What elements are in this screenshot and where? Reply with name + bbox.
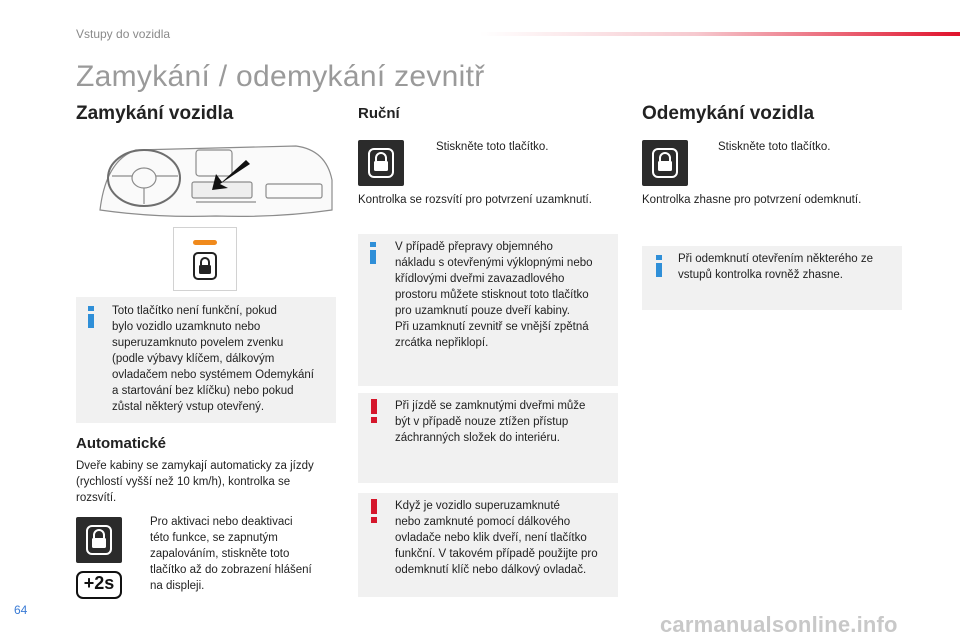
instruction-line: na displeji. — [150, 580, 205, 592]
automatic-line: rozsvítí. — [76, 492, 117, 504]
section-label: Vstupy do vozidla — [76, 27, 171, 41]
watermark: carmanualsonline.info — [660, 612, 898, 637]
locking-heading: Zamykání vozidla — [76, 103, 234, 124]
warning-line: Při jízdě se zamknutými dveřmi může — [395, 400, 586, 412]
caption-text: Kontrolka se rozsvítí pro potvrzení uzamknutí. — [358, 194, 592, 206]
info-line: prostoru můžete stisknout toto tlačítko — [395, 289, 589, 301]
badge-label: +2s — [83, 573, 115, 593]
warning-icon — [370, 499, 378, 528]
indicator-light — [193, 240, 217, 245]
warning-line: ovladače nebo klik dveří, není tlačítko — [395, 532, 587, 544]
lock-icon — [76, 517, 122, 563]
lock-icon — [193, 252, 217, 280]
warning-box-superlock — [358, 493, 618, 597]
info-line: Při odemknutí otevřením některého ze — [678, 253, 873, 265]
lock-button-tile — [642, 140, 688, 186]
info-box-unlocking — [642, 246, 902, 310]
lock-button-tile — [76, 517, 122, 563]
info-line: a startování bez klíčku) nebo pokud — [112, 385, 294, 397]
info-line: Při uzamknutí zevnitř se vnější zpětná — [395, 321, 589, 333]
lock-button-tile — [358, 140, 404, 186]
instruction-line: zapalováním, stiskněte toto — [150, 548, 290, 560]
warning-box-emergency — [358, 393, 618, 483]
warning-line: Když je vozidlo superuzamknuté — [395, 500, 560, 512]
info-line: Toto tlačítko není funkční, pokud — [112, 305, 277, 317]
dashboard-illustration — [96, 140, 336, 222]
info-icon — [369, 242, 377, 269]
warning-icon — [370, 399, 378, 428]
automatic-heading: Automatické — [76, 435, 167, 452]
info-line: bylo vozidlo uzamknuto nebo — [112, 321, 261, 333]
header-accent-bar — [480, 32, 960, 36]
lock-button-illustration — [173, 227, 237, 291]
page-title: Zamykání / odemykání zevnitř — [76, 60, 485, 93]
info-line: superuzamknuto povelem zvenku — [112, 337, 284, 349]
warning-line: být v případě nouze ztížen přístup — [395, 416, 569, 428]
info-box-manual — [358, 234, 618, 386]
warning-line: odemknutí klíč nebo dálkový ovladač. — [395, 564, 587, 576]
warning-line: záchranných složek do interiéru. — [395, 432, 560, 444]
info-line: křídlovými dveřmi zavazadlového — [395, 273, 565, 285]
manual-heading: Ruční — [358, 105, 400, 122]
info-line: zrcátka nepřiklopí. — [395, 337, 489, 349]
caption-text: Kontrolka zhasne pro potvrzení odemknutí. — [642, 194, 862, 206]
automatic-line: (rychlostí vyšší než 10 km/h), kontrolka se — [76, 476, 291, 488]
page-number: 64 — [14, 603, 28, 617]
instruction-line: této funkce, se zapnutým — [150, 532, 278, 544]
two-second-badge — [76, 570, 122, 600]
info-icon — [87, 306, 95, 333]
lock-icon — [642, 140, 688, 186]
info-line: ovladačem nebo systémem Odemykání — [112, 369, 314, 381]
automatic-line: Dveře kabiny se zamykají automaticky za jízdy — [76, 460, 314, 472]
instruction-text: Stiskněte toto tlačítko. — [436, 141, 549, 153]
warning-line: nebo zamknuté pomocí dálkového — [395, 516, 571, 528]
info-line: vstupů kontrolka rovněž zhasne. — [678, 269, 843, 281]
lock-icon — [358, 140, 404, 186]
info-line: (podle výbavy klíčem, dálkovým — [112, 353, 275, 365]
instruction-text: Stiskněte toto tlačítko. — [718, 141, 831, 153]
warning-line: funkční. V takovém případě použijte pro — [395, 548, 598, 560]
info-box-locking — [76, 297, 336, 423]
instruction-line: tlačítko až do zobrazení hlášení — [150, 564, 312, 576]
info-line: nákladu s otevřenými výklopnými nebo — [395, 257, 593, 269]
info-line: V případě přepravy objemného — [395, 241, 553, 253]
info-icon — [655, 255, 663, 282]
info-line: pro uzamknutí pouze dveří kabiny. — [395, 305, 570, 317]
unlocking-heading: Odemykání vozidla — [642, 103, 815, 124]
info-line: zůstal některý vstup otevřený. — [112, 401, 265, 413]
instruction-line: Pro aktivaci nebo deaktivaci — [150, 516, 293, 528]
